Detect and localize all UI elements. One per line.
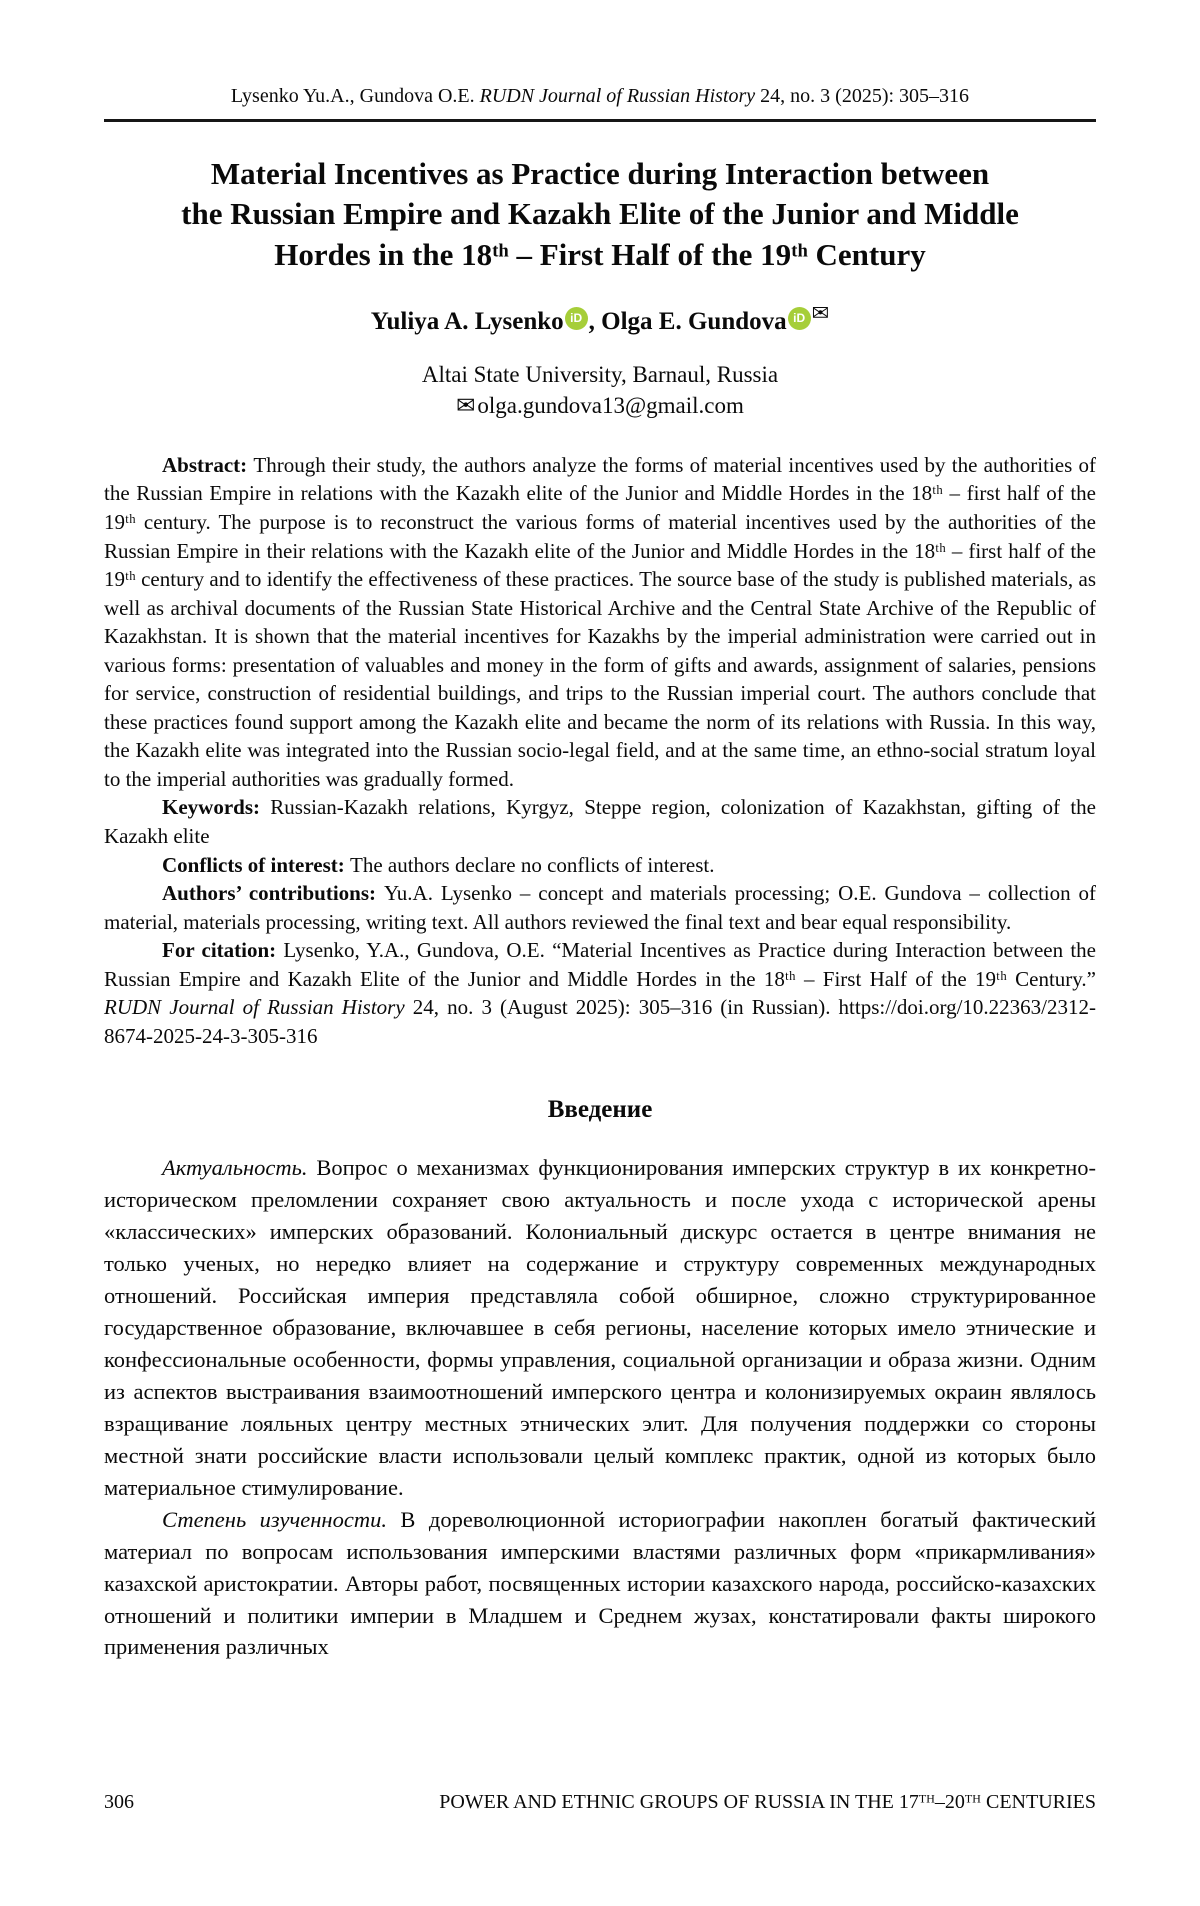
email-address: olga.gundova13@gmail.com <box>477 392 744 418</box>
title-line-3: Hordes in the 18ᵗʰ – First Half of the 19ᵗʰ Century <box>274 236 926 272</box>
running-head-authors: Lysenko Yu.A., Gundova O.E. <box>230 85 480 107</box>
abstract-text: Through their study, the authors analyze the forms of material incentives used by the authorities of the Russian Empire in relations with the Kazakh elite of the Junior and Middle Hordes in the 18ᵗʰ – first half of the 19ᵗʰ century. The purpose is to reconstruct the various forms of material incentives used by the authorities of the Russian Empire in their relations with the Kazakh elite of the Junior and Middle Hordes in the 18ᵗʰ – first half of the 19ᵗʰ century and to identify the effectiveness of these practices. The source base of the study is published materials, as well as archival documents of the Russian State Historical Archive and the Central State Archive of the Republic of Kazakhstan. It is shown that the material incentives for Kazakhs by the imperial administration were carried out in various forms: presentation of valuables and money in the form of gifts and awards, assignment of salaries, pensions for service, construction of residential buildings, and trips to the Russian imperial court. The authors conclude that these practices found support among the Kazakh elite and became the norm of its relations with Russia. In this way, the Kazakh elite was integrated into the Russian socio-legal field, and at the same time, an ethno-social stratum loyal to the imperial authorities was gradually formed. <box>104 452 1096 791</box>
contributions-text: Yu.A. Lysenko – concept and materials processing; O.E. Gundova – collection of material, materials processing, writing text. All authors reviewed the final text and bear equal responsibility. <box>104 881 1097 934</box>
citation-paragraph <box>104 936 1096 1050</box>
title-line-1: Material Incentives as Practice during Interaction between <box>210 156 990 191</box>
page-number: 306 <box>104 1791 134 1813</box>
body-paragraph-2 <box>104 1504 1096 1664</box>
author-name-2: Olga E. Gundova <box>601 307 787 335</box>
affiliation: Altai State University, Barnaul, Russia <box>421 361 779 387</box>
keywords-paragraph <box>104 793 1096 850</box>
citation-journal-title: RUDN Journal of Russian History <box>104 995 405 1020</box>
header-rule <box>104 119 1096 122</box>
authors-line <box>104 301 1096 336</box>
conflicts-label: Conflicts of interest: <box>162 852 350 877</box>
page-footer <box>104 1791 1096 1814</box>
running-title: POWER AND ETHNIC GROUPS OF RUSSIA IN THE 17ᵀᴴ–20ᵀᴴ CENTURIES <box>439 1791 1096 1813</box>
keywords-label: Keywords: <box>162 795 271 820</box>
article-body <box>104 1152 1096 1663</box>
authors-separator: , <box>588 307 602 335</box>
paragraph-lead: Актуальность. <box>162 1155 308 1181</box>
section-heading-introduction: Введение <box>547 1096 653 1124</box>
citation-text-pre: Lysenko, Y.A., Gundova, O.E. “Material Incentives as Practice during Interaction between the Russian Empire and Kazakh Elite of the Junior and Middle Hordes in the 18ᵗʰ – First Half of the 19ᵗʰ Century.” <box>104 938 1096 991</box>
envelope-icon: ✉ <box>811 300 830 325</box>
article-title <box>104 154 1096 275</box>
abstract-paragraph <box>104 451 1096 794</box>
title-line-2: the Russian Empire and Kazakh Elite of the Junior and Middle <box>181 196 1019 232</box>
author-name-1: Yuliya A. Lysenko <box>370 307 564 335</box>
orcid-icon: iD <box>565 307 588 330</box>
abstract-label: Abstract: <box>162 452 254 477</box>
conflicts-text: The authors declare no conflicts of interest. <box>350 852 715 877</box>
citation-text-post: 24, no. 3 (August 2025): 305–316 (in Russian). https://doi.org/10.22363/2312-8674-2025-24-3-305-316 <box>104 995 1096 1048</box>
keywords-text: Russian-Kazakh relations, Kyrgyz, Steppe region, colonization of Kazakhstan, gifting of the Kazakh elite <box>104 795 1096 848</box>
contributions-label: Authors’ contributions: <box>162 881 384 906</box>
running-head <box>104 84 1096 108</box>
citation-label: For citation: <box>162 938 284 963</box>
orcid-icon: iD <box>788 307 811 330</box>
envelope-icon: ✉ <box>456 392 476 418</box>
contributions-paragraph <box>104 879 1096 936</box>
running-head-journal-title: RUDN Journal of Russian History <box>479 85 756 107</box>
paragraph-text: Вопрос о механизмах функционирования имперских структур в их конкретно-историческом преломлении сохраняет свою актуальность и после ухода с исторической арены «классических» имперских образований. Колониальный дискурс остается в центре внимания не только ученых, но нередко влияет на содержание и структуру современных международных отношений. Российская империя представляла собой обширное, сложно структурированное государственное образование, включавшее в себя регионы, население которых имело этнические и конфессиональные особенности, формы управления, социальной организации и образа жизни. Одним из аспектов выстраивания взаимоотношений имперского центра и колонизируемых окраин являлось взращивание лояльных центру местных этнических элит. Для получения поддержки со стороны местной знати российские власти использовали целый комплекс практик, одной из которых было материальное стимулирование. <box>104 1155 1096 1500</box>
email-line <box>104 393 1096 419</box>
conflicts-paragraph <box>104 851 1096 880</box>
paragraph-text: В дореволюционной историографии накоплен богатый фактический материал по вопросам использования имперскими властями различных форм «прикармливания» казахской аристократии. Авторы работ, посвященных истории казахского народа, российско-казахских отношений и политики империи в Младшем и Среднем жузах, констатировали факты широкого применения различных <box>104 1506 1097 1660</box>
article-meta <box>104 451 1096 1050</box>
paragraph-lead: Степень изученности. <box>162 1506 387 1532</box>
running-head-issue: 24, no. 3 (2025): 305–316 <box>755 85 970 107</box>
body-paragraph-1 <box>104 1152 1096 1503</box>
